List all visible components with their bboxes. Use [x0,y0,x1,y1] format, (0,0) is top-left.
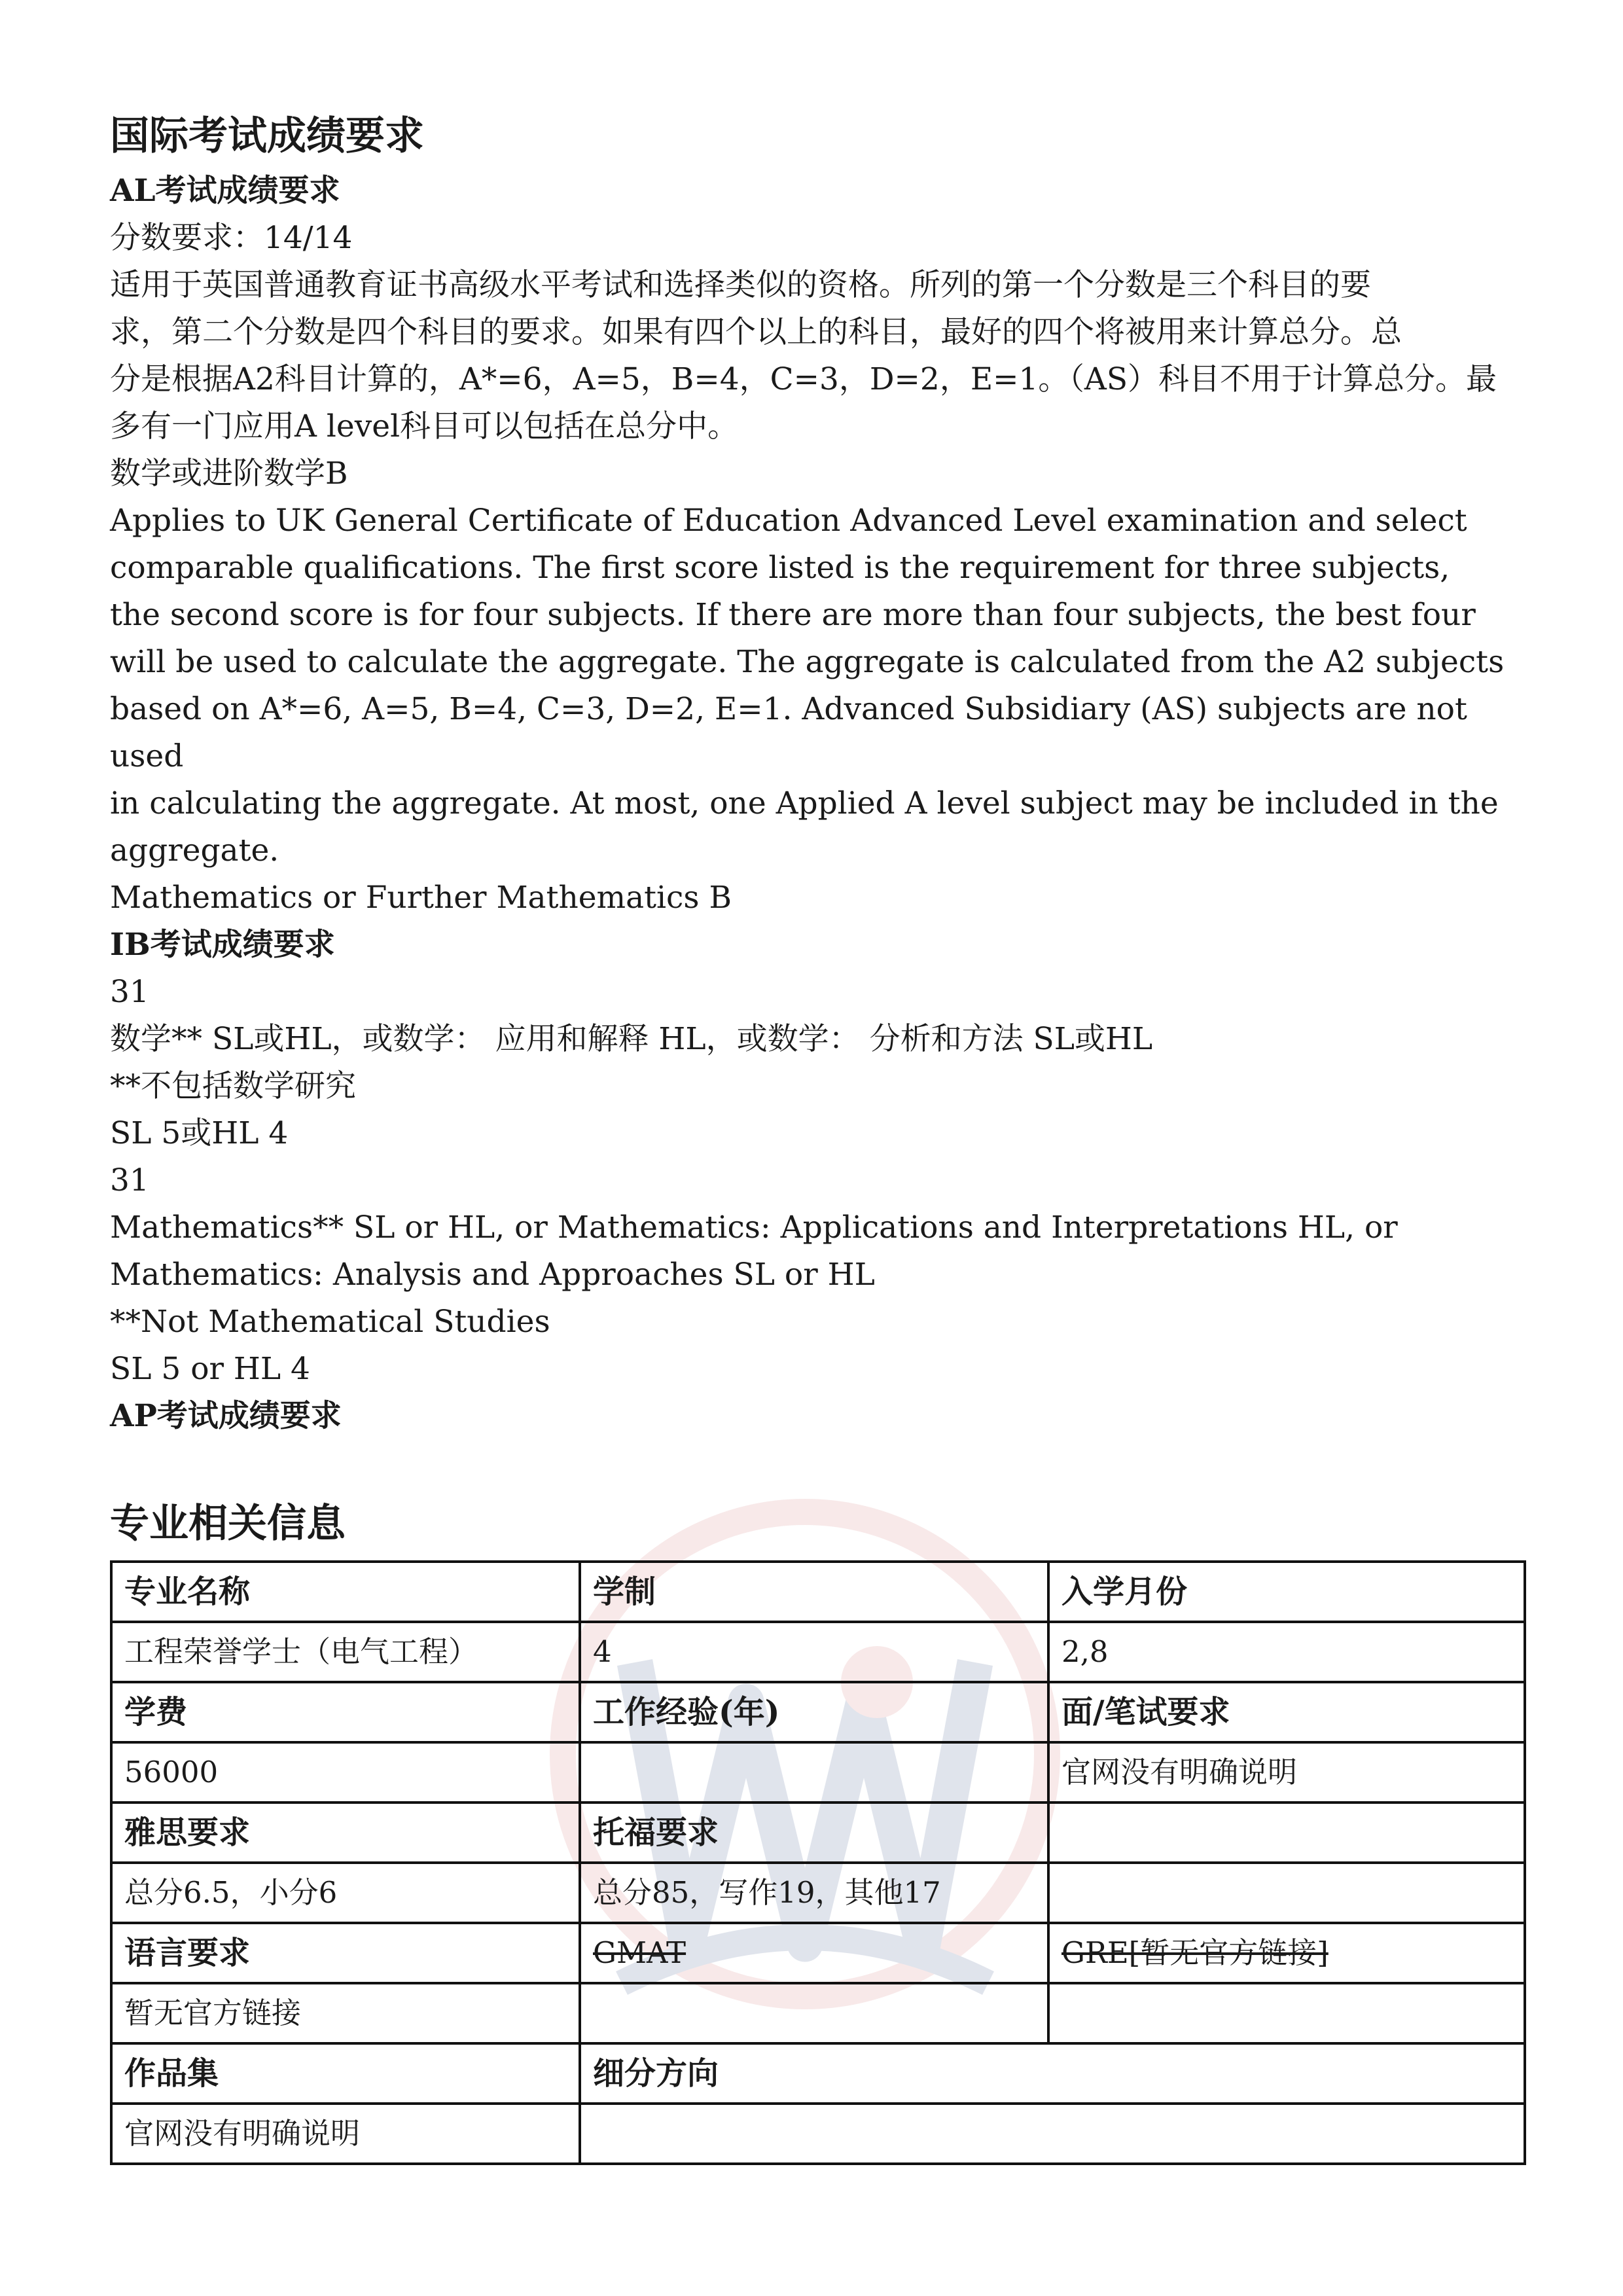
intake-label: 入学月份 [1048,1562,1525,1622]
al-desc-cn-line: 分是根据A2科目计算的，A*=6，A=5，B=4，C=3，D=2，E=1。（AS）科目不用于计算总分。最 [110,361,1497,397]
language-value: 暂无官方链接 [111,1983,580,2043]
toefl-label: 托福要求 [580,1803,1048,1863]
ielts-label: 雅思要求 [111,1803,580,1863]
tuition-value: 56000 [111,1742,580,1803]
name-label: 专业名称 [111,1562,580,1622]
portfolio-value: 官网没有明确说明 [111,2104,580,2164]
empty-cell [1048,1803,1525,1863]
ib-line: 31 [110,1162,149,1198]
table-row [111,1923,1525,1983]
tuition-label: 学费 [111,1682,580,1742]
ib-line: **不包括数学研究 [110,1068,356,1104]
al-desc-cn-line: 适用于英国普通教育证书高级水平考试和选择类似的资格。所列的第一个分数是三个科目的要 [110,267,1371,303]
language-label: 语言要求 [111,1923,580,1983]
al-desc-en-line: will be used to calculate the aggregate. The aggregate is calculated from the A2 subjects [110,644,1505,680]
table-row [111,1983,1525,2043]
name-value: 工程荣誉学士（电气工程） [111,1622,580,1682]
ap-heading: AP考试成绩要求 [110,1398,342,1434]
al-desc-en-line: based on A*=6, A=5, B=4, C=3, D=2, E=1. Advanced Subsidiary (AS) subjects are not used [110,691,1467,774]
al-desc-cn-line: 求，第二个分数是四个科目的要求。如果有四个以上的科目，最好的四个将被用来计算总分。总 [110,314,1402,350]
ib-line: SL 5或HL 4 [110,1115,289,1151]
direction-value [580,2104,1525,2164]
table-row [111,1863,1525,1923]
table-row [111,1742,1525,1803]
table-row [111,2043,1525,2104]
ib-line: Mathematics: Analysis and Approaches SL or HL [110,1257,875,1293]
duration-label: 学制 [580,1562,1048,1622]
gmat-label: GMAT [580,1923,1048,1983]
al-desc-en-line: the second score is for four subjects. If there are more than four subjects, the best four [110,597,1476,633]
empty-cell [580,1983,1048,2043]
al-subject-cn: 数学或进阶数学B [110,456,348,492]
intake-value: 2,8 [1048,1622,1525,1682]
table-row [111,1622,1525,1682]
ib-heading: IB考试成绩要求 [110,927,335,963]
work-value [580,1742,1048,1803]
portfolio-label: 作品集 [111,2043,580,2104]
al-desc-en-line: aggregate. [110,833,279,869]
program-info-table [110,1560,1526,2165]
interview-label: 面/笔试要求 [1048,1682,1525,1742]
ielts-value: 总分6.5，小分6 [111,1863,580,1923]
empty-cell [1048,1863,1525,1923]
al-desc-en-line: Applies to UK General Certificate of Education Advanced Level examination and select [110,503,1467,539]
al-desc-en-line: comparable qualifications. The first score listed is the requirement for three subjects, [110,550,1450,586]
table-row [111,1562,1525,1622]
ib-line: **Not Mathematical Studies [110,1304,550,1340]
table-row [111,1803,1525,1863]
program-section [110,1492,1517,2165]
al-desc-cn-line: 多有一门应用A level科目可以包括在总分中。 [110,408,739,444]
empty-cell [1048,1983,1525,2043]
table-row [111,2104,1525,2164]
document-page [110,105,1517,2165]
duration-value: 4 [580,1622,1048,1682]
toefl-value: 总分85，写作19，其他17 [580,1863,1048,1923]
interview-value: 官网没有明确说明 [1048,1742,1525,1803]
table-row [111,1682,1525,1742]
intl-exam-title: 国际考试成绩要求 [110,113,424,159]
ib-line: 数学** SL或HL，或数学： 应用和解释 HL，或数学： 分析和方法 SL或HL [110,1021,1153,1057]
al-desc-en-line: in calculating the aggregate. At most, one Applied A level subject may be included in the [110,785,1499,821]
al-score: 分数要求：14/14 [110,220,353,256]
al-subject-en: Mathematics or Further Mathematics B [110,880,732,916]
ib-line: SL 5 or HL 4 [110,1351,310,1387]
program-title: 专业相关信息 [110,1501,346,1547]
ib-line: 31 [110,974,149,1010]
gre-label: GRE[暂无官方链接] [1048,1923,1525,1983]
al-heading: AL考试成绩要求 [110,173,340,209]
ib-line: Mathematics** SL or HL, or Mathematics: Applications and Interpretations HL, or [110,1210,1398,1246]
direction-label: 细分方向 [580,2043,1525,2104]
work-label: 工作经验(年) [580,1682,1048,1742]
